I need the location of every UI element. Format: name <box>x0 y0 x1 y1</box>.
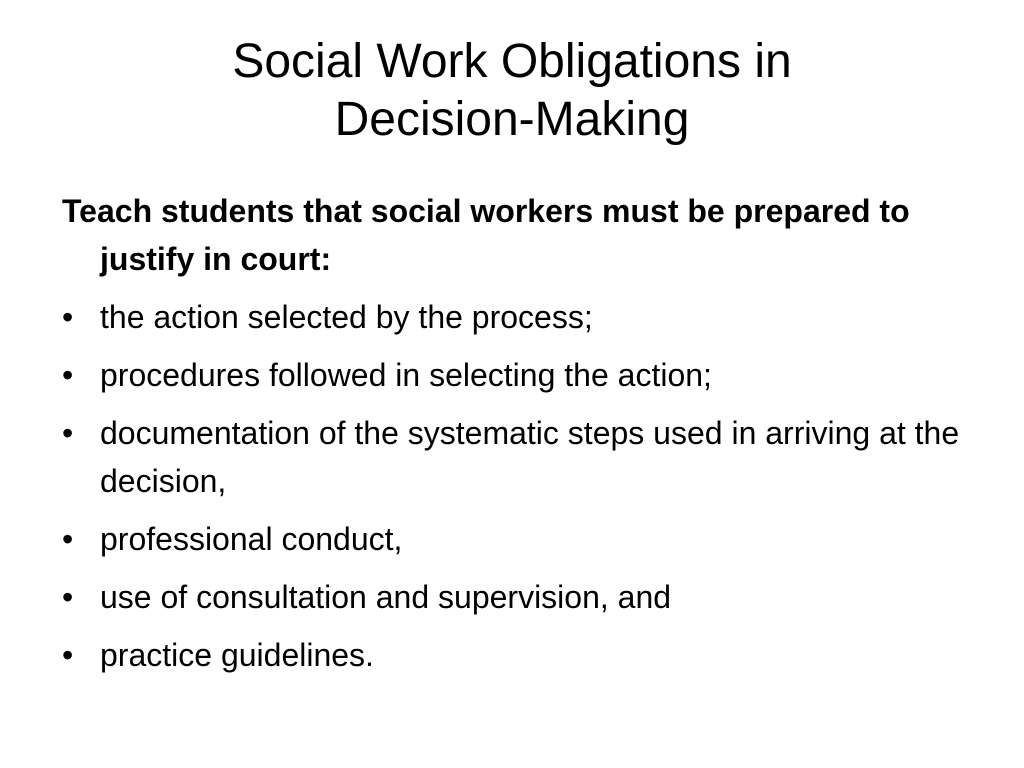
slide-title <box>100 33 924 149</box>
bullet-text: the action selected by the process; <box>100 299 593 335</box>
slide-title-line-2: Decision-Making <box>334 93 690 146</box>
bullet-text: practice guidelines. <box>100 637 374 673</box>
bullet-icon: • <box>62 299 74 335</box>
bullet-item <box>62 409 962 505</box>
bullet-item <box>62 351 962 399</box>
bullet-item <box>62 631 962 679</box>
bullet-list <box>62 293 962 679</box>
slide-body <box>62 187 962 689</box>
bullet-text: professional conduct, <box>100 521 403 557</box>
bullet-icon: • <box>62 357 74 393</box>
bullet-icon: • <box>62 415 74 451</box>
slide-title-line-1: Social Work Obligations in <box>232 35 792 88</box>
bullet-item <box>62 293 962 341</box>
bullet-text: procedures followed in selecting the action; <box>100 357 712 393</box>
bullet-icon: • <box>62 637 74 673</box>
bullet-text: use of consultation and supervision, and <box>100 579 672 615</box>
bullet-item <box>62 573 962 621</box>
bullet-icon: • <box>62 579 74 615</box>
bullet-item <box>62 515 962 563</box>
intro-text: Teach students that social workers must be prepared to justify in court: <box>62 193 910 277</box>
bullet-icon: • <box>62 521 74 557</box>
bullet-text: documentation of the systematic steps used in arriving at the decision, <box>100 415 960 499</box>
